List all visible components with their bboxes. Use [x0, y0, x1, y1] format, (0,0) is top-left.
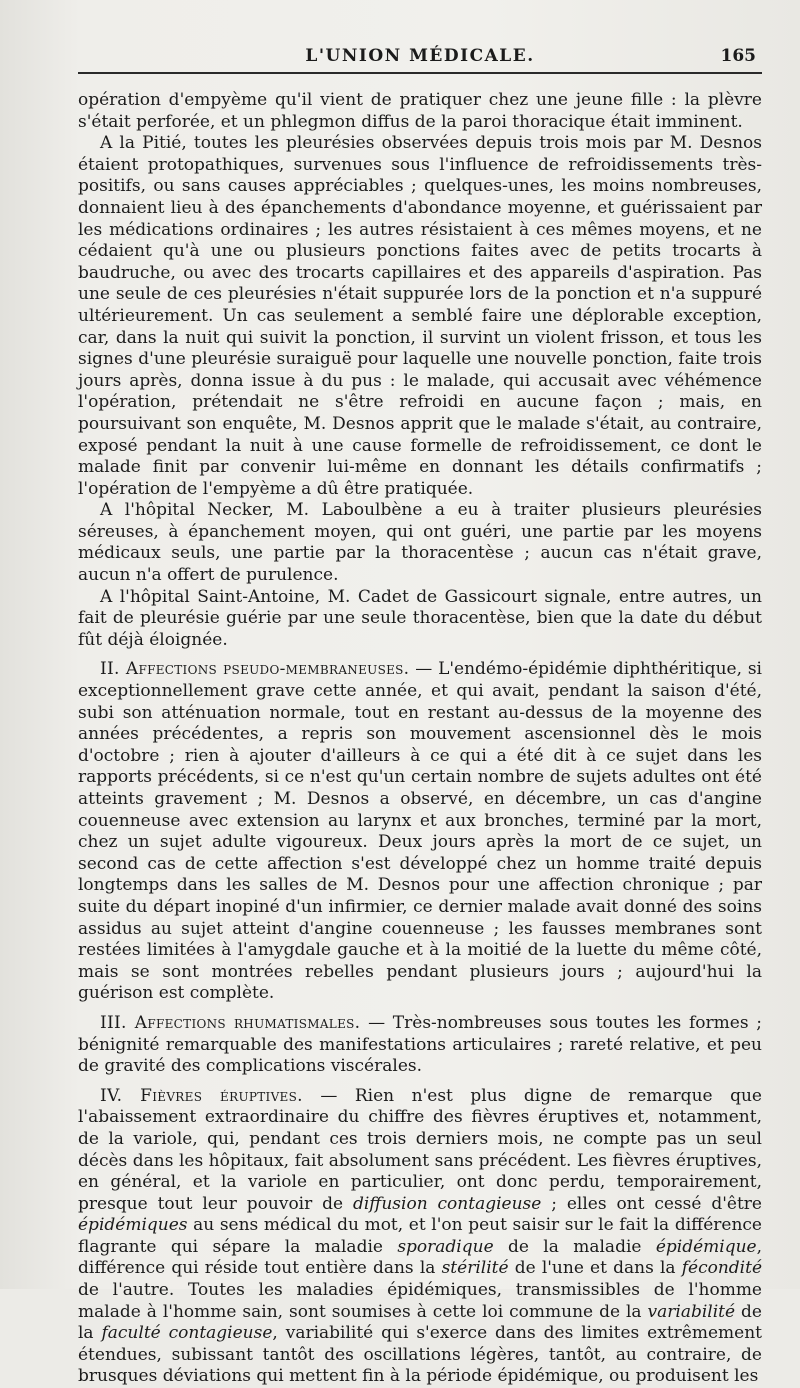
paragraph-text: de l'autre. Toutes les maladies épidémiques, transmissibles de l'homme malade à l'homme sain, sont soumises à cette loi commune de la [78, 1280, 762, 1322]
section-paragraph [78, 659, 762, 1005]
italic-term: variabilité [647, 1301, 736, 1322]
paragraph-text: A la Pitié, toutes les pleurésies observées depuis trois mois par M. Desnos étaient protopathiques, survenues sous l'influence de refroidissements très-positifs, ou sans causes appréciables ; quelques-unes, les moins nombreuses, donnaient lieu à des épanchements d'abondance moyenne, et guérissaient par les médications ordinaires ; les autres résistaient à ces mêmes moyens, et ne cédaient qu'à une ou plusieurs ponctions faites avec de petits trocarts à baudruche, ou avec des trocarts capillaires et des appareils d'aspiration. Pas une seule de ces pleurésies n'était suppurée lors de la ponction et n'a suppuré ultérieurement. Un cas seulement a semblé faire une déplorable exception, car, dans la nuit qui suivit la ponction, il survint un violent frisson, et tous les signes d'une pleurésie suraiguë pour laquelle une nouvelle ponction, faite trois jours après, donna issue à du pus : le malade, qui accusait avec véhémence l'opération, prétendait ne s'être refroidi en aucune façon ; mais, en poursuivant son enquête, M. Desnos apprit que le malade s'était, au contraire, exposé pendant la nuit à une cause formelle de refroidissement, ce dont le malade finit par convenir lui-même en donnant les détails confirmatifs ; l'opération de l'empyème a dû être pratiquée. [78, 133, 762, 499]
paragraph-text: de la maladie [493, 1236, 656, 1257]
paragraph-text: A l'hôpital Saint-Antoine, M. Cadet de Gassicourt signale, entre autres, un fait de pleurésie guérie par une seule thoracentèse, bien que la date du début fût déjà éloignée. [78, 586, 762, 650]
italic-term: épidémique [655, 1236, 757, 1257]
running-title: L'UNION MÉDICALE. [305, 46, 535, 66]
page-number: 165 [720, 46, 756, 66]
section-title: IV. Fièvres éruptives. [100, 1085, 303, 1106]
italic-term: diffusion contagieuse [352, 1193, 542, 1214]
paragraph-text: au sens médical du mot, et l'on peut saisir sur le fait la différence flagrante qui sépare la maladie [78, 1215, 762, 1257]
section-title: III. Affections rhumatismales. [100, 1012, 361, 1033]
paragraph-text: de la [78, 1301, 762, 1344]
italic-term: fécondité [681, 1258, 763, 1279]
body-paragraph [78, 500, 762, 586]
paragraph-text: A l'hôpital Necker, M. Laboulbène a eu à traiter plusieurs pleurésies séreuses, à épanchement moyen, qui ont guéri, une partie par les moyens médicaux seuls, une partie par la thoracentèse ; aucun cas n'était grave, aucun n'a offert de purulence. [78, 500, 762, 586]
section-title: II. Affections pseudo-membraneuses. [100, 659, 410, 680]
body-paragraph [78, 587, 762, 652]
italic-term: faculté contagieuse [101, 1323, 273, 1344]
italic-term: sporadique [397, 1236, 494, 1257]
section-paragraph [78, 1013, 762, 1078]
section-paragraph [78, 1086, 762, 1388]
paragraph-text: opération d'empyème qu'il vient de pratiquer chez une jeune fille : la plèvre s'était perforée, et un phlegmon diffus de la paroi thoracique était imminent. [78, 90, 762, 132]
italic-term: épidémiques [78, 1215, 188, 1236]
page-header [78, 36, 762, 74]
paragraph-text: — Rien n'est plus digne de remarque que l'abaissement extraordinaire du chiffre des fièvres éruptives et, notamment, de la variole, qui, pendant ces trois derniers mois, ne compte pas un seul décès dans les hôpitaux, fait absolument sans précédent. Les fièvres éruptives, en général, et la variole en particulier, ont donc perdu, temporairement, presque tout leur pouvoir de [78, 1085, 762, 1214]
paragraph-text: , variabilité qui s'exerce dans des limites extrêmement étendues, subissant tantôt des oscillations légères, tantôt, au contraire, de brusques déviations qui mettent fin à la période épidémique, ou produisent les [78, 1323, 762, 1387]
italic-term: stérilité [441, 1258, 509, 1279]
paragraph-text: , différence qui réside tout entière dans la [78, 1236, 762, 1279]
body-paragraph [78, 133, 762, 500]
body-paragraph [78, 90, 762, 133]
paragraph-text: ; elles ont cessé d'être [541, 1193, 762, 1214]
paragraph-text: de l'une et dans la [508, 1258, 682, 1279]
document-body [78, 90, 762, 1388]
paragraph-text: — L'endémo-épidémie diphthéritique, si exceptionnellement grave cette année, et qui avait, pendant la saison d'été, subi son atténuation normale, tout en restant au-dessus de la moyenne des années précédentes, a repris son mouvement ascensionnel dès le mois d'octobre ; rien à ajouter d'ailleurs à ce qui a été dit à ce sujet dans les rapports précédents, si ce n'est qu'un certain nombre de sujets adultes ont été atteints gravement ; M. Desnos a observé, en décembre, un cas d'angine couenneuse avec extension au larynx et aux bronches, terminé par la mort, chez un sujet adulte vigoureux. Deux jours après la mort de ce sujet, un second cas de cette affection s'est développé chez un homme traité depuis longtemps dans les salles de M. Desnos pour une affection chronique ; par suite du départ inopiné d'un infirmier, ce dernier malade avait donné des soins assidus au sujet atteint d'angine couenneuse ; les fausses membranes sont restées limitées à l'amygdale gauche et à la moitié de la luette du même côté, mais se sont montrées rebelles pendant plusieurs jours ; aujourd'hui la guérison est complète. [78, 659, 762, 1004]
paragraph-text: — Très-nombreuses sous toutes les formes ; bénignité remarquable des manifestations articulaires ; rareté relative, et peu de gravité des complications viscérales. [78, 1012, 763, 1077]
